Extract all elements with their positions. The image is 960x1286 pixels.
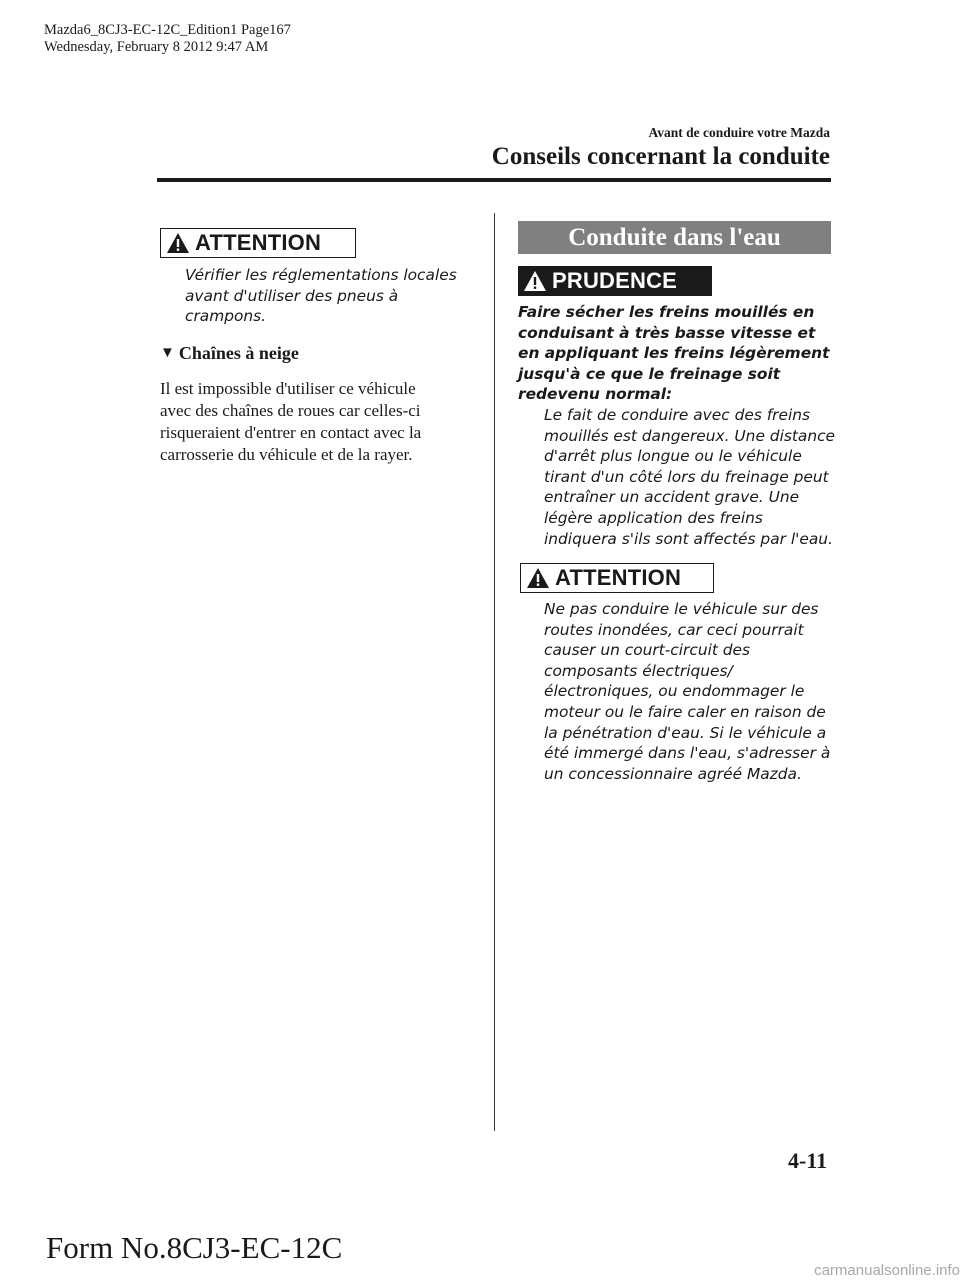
page-number: 4-11: [788, 1148, 828, 1173]
watermark: carmanualsonline.info: [814, 1262, 960, 1279]
section-title: Conseils concernant la conduite: [491, 143, 830, 170]
attention-label: ATTENTION: [195, 230, 322, 255]
warning-icon: [161, 228, 195, 258]
print-header-line1: Mazda6_8CJ3-EC-12C_Edition1 Page167: [44, 22, 291, 38]
section-kicker: Avant de conduire votre Mazda: [648, 125, 830, 140]
print-header-line2: Wednesday, February 8 2012 9:47 AM: [44, 39, 269, 55]
header-rule: [157, 178, 831, 182]
form-number: Form No.8CJ3-EC-12C: [46, 1230, 343, 1265]
prudence-label: PRUDENCE: [552, 268, 678, 293]
warning-icon: [518, 266, 552, 296]
column-divider: [494, 213, 495, 1131]
attention-notice-left: [160, 228, 356, 258]
warning-icon: [521, 563, 555, 593]
prudence-lead: Faire sécher les freins mouillés en conduisant à très basse vitesse et en appliquant les freins légèrement jusqu'à ce que le freinage soit redevenu normal:: [518, 303, 830, 404]
prudence-notice: [518, 266, 712, 296]
snow-chains-body: Il est impossible d'utiliser ce véhicule avec des chaînes de roues car celles-ci risqueraient d'entrer en contact avec la carrosserie du véhicule et de la rayer.: [160, 379, 422, 464]
attention-notice-right: [520, 563, 714, 593]
print-header: [44, 22, 291, 56]
attention-text-left: Vérifier les réglementations locales avant d'utiliser des pneus à crampons.: [185, 266, 457, 326]
triangle-bullet-icon: ▼: [160, 345, 175, 361]
attention-text-right: Ne pas conduire le véhicule sur des routes inondées, car ceci pourrait causer un court-circuit des composants électriques/ électroniques, ou endommager le moteur ou le faire caler en raison de la pénétration d'eau. Si le véhicule a été immergé dans l'eau, s'adresser à un concessionnaire agréé Mazda.: [544, 600, 831, 783]
water-driving-title: Conduite dans l'eau: [518, 221, 831, 254]
attention-label: ATTENTION: [555, 565, 682, 590]
subheading-snow-chains: [160, 343, 299, 364]
subheading-label: Chaînes à neige: [178, 343, 299, 363]
prudence-text: Le fait de conduire avec des freins mouillés est dangereux. Une distance d'arrêt plus longue ou le véhicule tirant d'un côté lors du freinage peut entraîner un accident grave. Une légère application des freins indiquera s'ils sont affectés par l'eau.: [544, 406, 836, 548]
